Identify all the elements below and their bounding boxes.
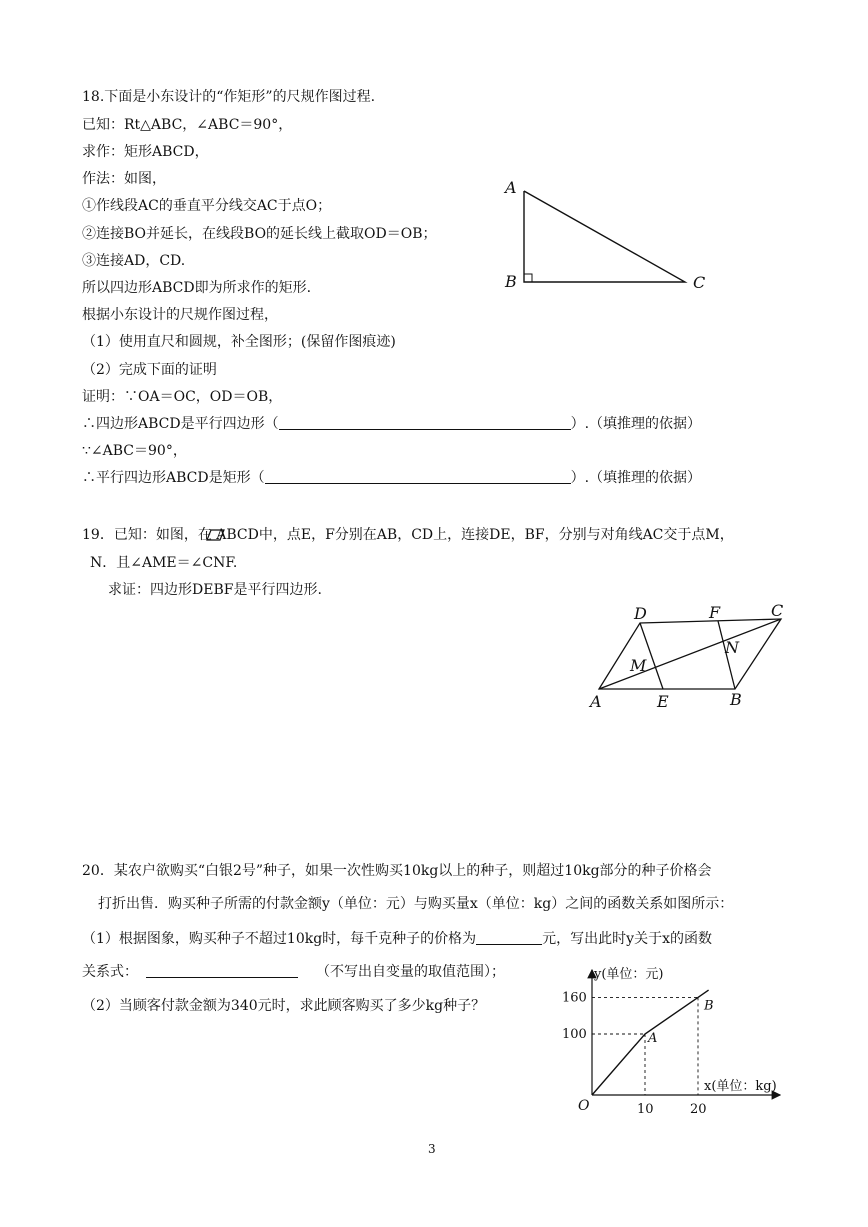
q20-price-blank[interactable] [476, 930, 542, 945]
y-axis-label: y(单位：元) [594, 967, 664, 982]
q18-title: 18.下面是小东设计的“作矩形”的尺规作图过程. [82, 89, 376, 105]
q20-line4 [82, 963, 505, 981]
q18-proof4 [82, 469, 701, 487]
q20-line4-pre: 关系式： [82, 964, 138, 980]
diagonal-ac [599, 619, 781, 689]
vertex-label-d: D [634, 604, 647, 623]
q18-answer-blank-1[interactable] [279, 415, 571, 430]
vertex-label-a: A [505, 178, 517, 197]
point-label-n: N [725, 638, 739, 657]
right-angle-mark [524, 274, 532, 282]
q18-part1: （1）使用直尺和圆规，补全图形；(保留作图痕迹) [82, 334, 396, 350]
q19-line1: 19．已知：如图，在 ABCD中，点E，F分别在AB，CD上，连接DE，BF，分别与对角线AC交于点M， [82, 527, 734, 543]
y-tick-label-160: 160 [562, 990, 587, 1006]
parallelogram-symbol-icon [206, 528, 226, 542]
q20-line5: （2）当顾客付款金额为340元时，求此顾客购买了多少kg种子？ [82, 998, 486, 1014]
q18-part2: （2）完成下面的证明 [82, 362, 217, 378]
q18-method: 作法：如图， [82, 171, 166, 187]
point-label-m: M [630, 656, 647, 675]
q18-conclusion: 所以四边形ABCD即为所求作的矩形. [82, 280, 312, 296]
q19-parallelogram-figure [585, 600, 795, 720]
q18-step2: ②连接BO并延长，在线段BO的延长线上截取OD＝OB； [82, 226, 437, 242]
q18-triangle-figure [495, 175, 715, 300]
q19-line2: N．且∠AME＝∠CNF. [90, 555, 238, 571]
vertex-label-a: A [590, 692, 602, 711]
x-tick-label-20: 20 [690, 1102, 707, 1117]
q18-proof2 [82, 415, 701, 433]
q18-proof2-post: ）.（填推理的依据） [570, 416, 702, 432]
vertex-label-b: B [505, 272, 517, 291]
y-tick-label-100: 100 [562, 1027, 587, 1042]
q20-line3-post: 元，写出此时y关于x的函数 [542, 931, 712, 947]
x-tick-label-10: 10 [637, 1102, 654, 1117]
q18-prompt: 根据小东设计的尺规作图过程， [82, 307, 278, 323]
q18-proof4-pre: ∴平行四边形ABCD是矩形（ [82, 470, 265, 486]
q18-proof2-pre: ∴四边形ABCD是平行四边形（ [82, 416, 279, 432]
origin-label: O [578, 1098, 590, 1114]
vertex-label-c: C [693, 273, 706, 292]
point-label-b: B [704, 998, 714, 1014]
q18-proof3: ∵∠ABC＝90°， [82, 443, 187, 459]
q20-function-blank[interactable] [146, 963, 298, 978]
vertex-label-b: B [730, 690, 742, 709]
page-number: 3 [428, 1142, 436, 1156]
q19-line3: 求证：四边形DEBF是平行四边形. [108, 582, 322, 598]
q18-step1: ①作线段AC的垂直平分线交AC于点O； [82, 198, 332, 214]
triangle-outline [524, 191, 685, 282]
point-label-e: E [657, 692, 669, 711]
q20-line4-post: （不写出自变量的取值范围）； [316, 964, 505, 980]
x-axis-label: x(单位：kg) [704, 1079, 777, 1094]
q20-line3 [82, 930, 712, 948]
point-label-a: A [648, 1031, 658, 1046]
q20-function-graph [560, 962, 790, 1120]
q18-given: 已知：Rt△ABC，∠ABC＝90°， [82, 117, 293, 133]
q18-step3: ③连接AD，CD. [82, 253, 186, 269]
q20-line1: 20．某农户欲购买“白银2号”种子，如果一次性购买10kg以上的种子，则超过10kg部分的种子价格会 [82, 863, 712, 879]
q18-find: 求作：矩形ABCD， [82, 144, 209, 160]
q20-line3-pre: （1）根据图象，购买种子不超过10kg时，每千克种子的价格为 [82, 931, 477, 947]
vertex-label-c: C [771, 601, 784, 620]
q18-answer-blank-2[interactable] [265, 469, 571, 484]
q18-proof1: 证明：∵OA＝OC，OD＝OB， [82, 389, 283, 405]
vertex-label-f: F [709, 603, 721, 622]
q18-proof4-post: ）.（填推理的依据） [570, 470, 702, 486]
q20-line2: 打折出售．购买种子所需的付款金额y（单位：元）与购买量x（单位：kg）之间的函数关系如图所示： [98, 896, 734, 912]
